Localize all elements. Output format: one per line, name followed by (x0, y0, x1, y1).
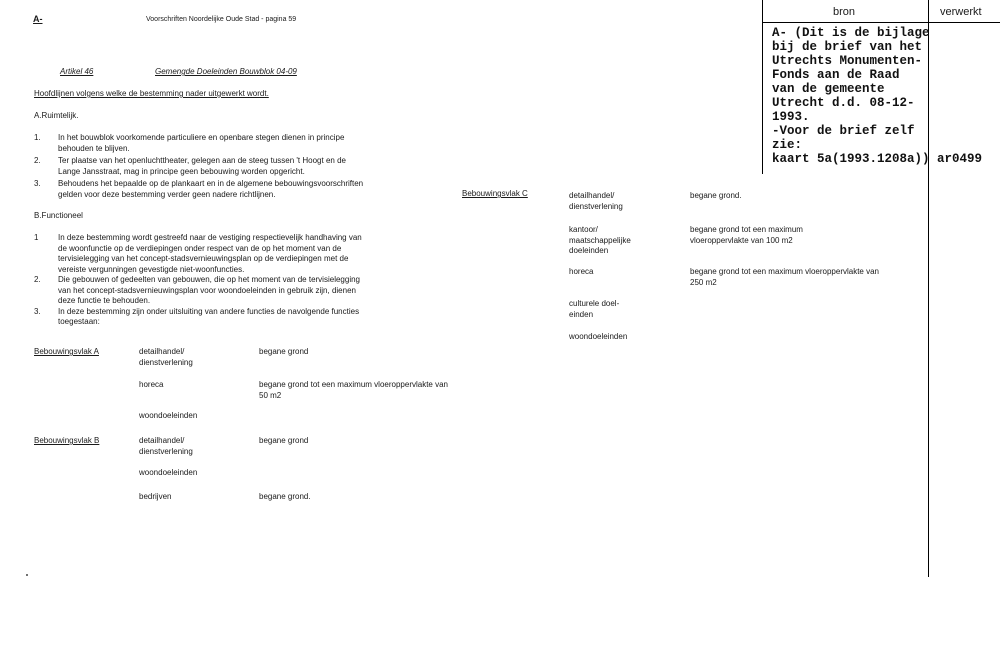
stamp-line: bij de brief van het (772, 40, 923, 54)
stamp-line: van de gemeente (772, 82, 885, 96)
function-label: detailhandel/ (569, 191, 615, 200)
list-item-number: 1 (34, 233, 39, 242)
list-item-text: Ter plaatse van het openluchttheater, gelegen aan de steeg tussen 't Hoogt en de (58, 156, 346, 165)
vlak-c-label: Bebouwingsvlak C (462, 189, 528, 198)
function-condition: begane grond. (259, 492, 311, 501)
function-label: woondoeleinden (139, 411, 198, 420)
function-condition: begane grond. (690, 191, 742, 200)
list-item-number: 3. (34, 179, 41, 188)
function-condition: begane grond tot een maximum vloeroppervlakte van (259, 380, 448, 389)
list-item-text: van het concept-stadsvernieuwingsplan voor woondoeleinden in gebruik zijn, dienen (58, 285, 356, 295)
stamp-line: A- (Dit is de bijlage (772, 26, 930, 40)
stamp-line: Utrecht d.d. 08-12- (772, 96, 915, 110)
section-b-heading: B.Functioneel (34, 211, 83, 220)
list-item-number: 3. (34, 306, 41, 316)
panel-left-border-lower (762, 22, 763, 174)
section-a-heading: A.Ruimtelijk. (34, 111, 79, 120)
list-item-text: In het bouwblok voorkomende particuliere en openbare stegen dienen in principe (58, 133, 345, 142)
list-item-text: toegestaan: (58, 317, 100, 326)
function-label: kantoor/ (569, 225, 598, 234)
stamp-line: -Voor de brief zelf (772, 124, 915, 138)
scan-speck (26, 574, 28, 576)
function-label: woondoeleinden (569, 332, 628, 341)
function-label: maatschappelijke (569, 235, 631, 245)
stamp-line: Fonds aan de Raad (772, 68, 900, 82)
corner-mark: A- (33, 14, 43, 24)
stamp-line: zie: (772, 138, 803, 152)
function-condition: begane grond tot een maximum vloeroppervlakte van (690, 267, 879, 276)
function-label: horeca (139, 380, 164, 389)
function-condition: vloeroppervlakte van 100 m2 (690, 235, 793, 245)
function-label: horeca (569, 267, 594, 276)
list-item-text: behouden te blijven. (58, 143, 130, 153)
list-item-text: de woonfunctie op de verdiepingen onder respect van de op het moment van de (58, 243, 342, 253)
function-condition: begane grond (259, 436, 309, 445)
main-heading: Hoofdlijnen volgens welke de bestemming nader uitgewerkt wordt. (34, 89, 269, 98)
list-item-number: 2. (34, 275, 41, 284)
function-condition: 50 m2 (259, 390, 282, 400)
list-item-text: In deze bestemming wordt gestreefd naar de vestiging respectievelijk handhaving van (58, 233, 362, 242)
function-label: detailhandel/ (139, 347, 185, 356)
list-item-text: tervisielegging van het concept-stadsvernieuwingsplan op de verdiepingen met de (58, 254, 349, 263)
list-item-text: Die gebouwen of gedeelten van gebouwen, die op het moment van de tervisielegging (58, 275, 360, 284)
list-item-text: vereiste vergunningen gevestigde niet-woonfuncties. (58, 264, 245, 274)
vlak-a-label: Bebouwingsvlak A (34, 347, 99, 356)
function-label: bedrijven (139, 492, 172, 501)
panel-divider (928, 0, 929, 577)
running-header: Voorschriften Noordelijke Oude Stad - pagina 59 (146, 16, 297, 23)
function-condition: begane grond tot een maximum (690, 225, 803, 234)
stamp-line: Utrechts Monumenten- (772, 54, 923, 68)
article-label: Artikel 46 (60, 67, 94, 76)
col-header-bron: bron (833, 6, 856, 18)
function-label: culturele doel- (569, 299, 620, 308)
function-label: doeleinden (569, 246, 609, 255)
function-label: dienstverlening (569, 201, 623, 211)
function-label: einden (569, 309, 594, 319)
list-item-number: 2. (34, 156, 41, 165)
verwerkt-code: ar0499 (937, 152, 983, 166)
stamp-line: kaart 5a(1993.1208a)) (772, 152, 930, 166)
panel-top-rule (762, 22, 1000, 23)
function-label: dienstverlening (139, 446, 193, 456)
list-item-text: gelden voor deze bestemming verder geen nadere richtlijnen. (58, 189, 276, 199)
list-item-text: In deze bestemming zijn onder uitsluiting van andere functies de navolgende functies (58, 306, 360, 316)
list-item-text: Behoudens het bepaalde op de plankaart en in de algemene bebouwingsvoorschriften (58, 179, 364, 188)
function-label: dienstverlening (139, 357, 193, 367)
list-item-number: 1. (34, 133, 41, 142)
col-header-verwerkt: verwerkt (940, 6, 982, 18)
function-condition: begane grond (259, 347, 309, 356)
function-condition: 250 m2 (690, 277, 717, 287)
stamp-line: 1993. (772, 110, 810, 124)
list-item-text: deze functie te behouden. (58, 296, 151, 305)
function-label: woondoeleinden (139, 468, 198, 477)
list-item-text: Lange Jansstraat, mag in principe geen bebouwing worden opgericht. (58, 166, 305, 176)
vlak-b-label: Bebouwingsvlak B (34, 436, 100, 445)
article-title: Gemengde Doeleinden Bouwblok 04-09 (155, 67, 297, 76)
function-label: detailhandel/ (139, 436, 185, 445)
panel-left-border (762, 0, 763, 22)
